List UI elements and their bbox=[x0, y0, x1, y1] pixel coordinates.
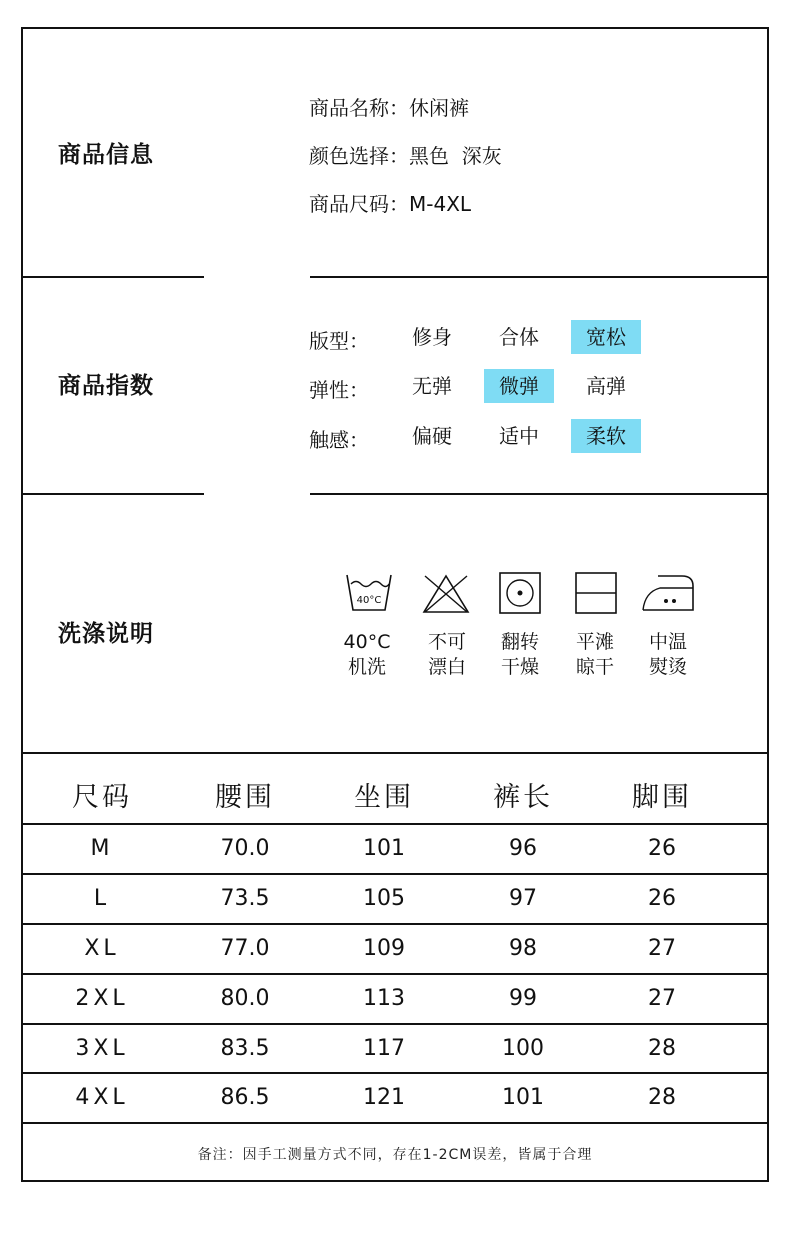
table-cell: 73.5 bbox=[220, 886, 270, 911]
index-option: 修身 bbox=[412, 325, 452, 349]
index-option-selected: 宽松 bbox=[571, 320, 641, 354]
wash-label bbox=[628, 630, 708, 680]
table-cell: 26 bbox=[648, 886, 676, 911]
wash-label-line: 晾干 bbox=[575, 656, 614, 678]
table-cell: 109 bbox=[363, 936, 405, 961]
table-row-divider bbox=[21, 923, 769, 925]
table-cell: 28 bbox=[648, 1036, 676, 1061]
index-row-label: 弹性： bbox=[309, 378, 369, 402]
product-index-title: 商品指数 bbox=[58, 373, 154, 399]
flat-dry-icon bbox=[574, 572, 618, 614]
product-info-title: 商品信息 bbox=[58, 142, 154, 168]
size-table-header: 腰围 bbox=[215, 782, 275, 813]
table-cell: 27 bbox=[648, 936, 676, 961]
index-row-label: 触感： bbox=[309, 428, 369, 452]
table-row-divider bbox=[21, 1122, 769, 1124]
size-table-header: 脚围 bbox=[632, 782, 692, 813]
index-option: 合体 bbox=[499, 325, 539, 349]
table-row-divider bbox=[21, 873, 769, 875]
wash-temp-text: 40°C bbox=[356, 595, 382, 606]
wash-40-icon bbox=[345, 572, 393, 614]
index-option: 高弹 bbox=[586, 374, 626, 398]
color-choice-line: 颜色选择：黑色 深灰 bbox=[309, 144, 502, 168]
wash-label-line: 40°C bbox=[343, 631, 391, 653]
table-cell: 113 bbox=[363, 986, 405, 1011]
size-range-line: 商品尺码：M-4XL bbox=[309, 192, 472, 216]
size-table-header: 坐围 bbox=[354, 782, 414, 813]
divider bbox=[21, 493, 204, 495]
table-cell: 28 bbox=[648, 1085, 676, 1110]
divider bbox=[21, 752, 769, 754]
table-cell: 4XL bbox=[75, 1085, 129, 1110]
table-cell: 77.0 bbox=[220, 936, 270, 961]
table-cell: 83.5 bbox=[220, 1036, 270, 1061]
wash-label-line: 不可 bbox=[427, 631, 466, 653]
table-cell: 117 bbox=[363, 1036, 405, 1061]
table-cell: 26 bbox=[648, 836, 676, 861]
size-table-header: 尺码 bbox=[72, 782, 132, 813]
table-cell: M bbox=[90, 836, 114, 861]
wash-label-line: 中温 bbox=[648, 631, 687, 653]
wash-label-line: 平滩 bbox=[575, 631, 614, 653]
table-cell: 101 bbox=[502, 1085, 544, 1110]
tumble-dry-icon bbox=[498, 572, 542, 614]
wash-label-line: 熨烫 bbox=[648, 656, 687, 678]
table-cell: 100 bbox=[502, 1036, 544, 1061]
iron-medium-icon bbox=[640, 572, 696, 614]
wash-label-line: 机洗 bbox=[347, 656, 386, 678]
wash-label-line: 翻转 bbox=[500, 631, 539, 653]
index-option-selected: 柔软 bbox=[571, 419, 641, 453]
wash-label bbox=[555, 630, 635, 680]
washing-title: 洗涤说明 bbox=[58, 621, 154, 647]
table-cell: 98 bbox=[509, 936, 537, 961]
wash-label bbox=[480, 630, 560, 680]
table-cell: 99 bbox=[509, 986, 537, 1011]
wash-label-line: 漂白 bbox=[427, 656, 466, 678]
table-cell: 97 bbox=[509, 886, 537, 911]
table-cell: 101 bbox=[363, 836, 405, 861]
wash-label-line: 干燥 bbox=[500, 656, 539, 678]
table-cell: 121 bbox=[363, 1085, 405, 1110]
table-cell: XL bbox=[84, 936, 120, 961]
table-cell: 80.0 bbox=[220, 986, 270, 1011]
index-row-label: 版型： bbox=[309, 329, 369, 353]
table-row-divider bbox=[21, 823, 769, 825]
index-option: 适中 bbox=[499, 424, 539, 448]
wash-label bbox=[407, 630, 487, 680]
table-cell: 105 bbox=[363, 886, 405, 911]
divider bbox=[310, 493, 769, 495]
wash-label bbox=[327, 630, 407, 680]
table-cell: 70.0 bbox=[220, 836, 270, 861]
table-row-divider bbox=[21, 973, 769, 975]
index-option-selected: 微弹 bbox=[484, 369, 554, 403]
divider bbox=[310, 276, 769, 278]
measurement-note: 备注：因手工测量方式不同，存在1-2CM误差，皆属于合理 bbox=[197, 1147, 593, 1163]
table-row-divider bbox=[21, 1023, 769, 1025]
table-cell: 27 bbox=[648, 986, 676, 1011]
product-name-line: 商品名称：休闲裤 bbox=[309, 96, 469, 120]
table-cell: 2XL bbox=[75, 986, 129, 1011]
divider bbox=[21, 276, 204, 278]
index-option: 无弹 bbox=[412, 374, 452, 398]
table-cell: 86.5 bbox=[220, 1085, 270, 1110]
table-cell: 3XL bbox=[75, 1036, 129, 1061]
index-option: 偏硬 bbox=[412, 424, 452, 448]
size-table-header: 裤长 bbox=[493, 782, 553, 813]
table-cell: L bbox=[93, 886, 111, 911]
table-cell: 96 bbox=[509, 836, 537, 861]
no-bleach-icon bbox=[421, 572, 471, 614]
table-row-divider bbox=[21, 1072, 769, 1074]
